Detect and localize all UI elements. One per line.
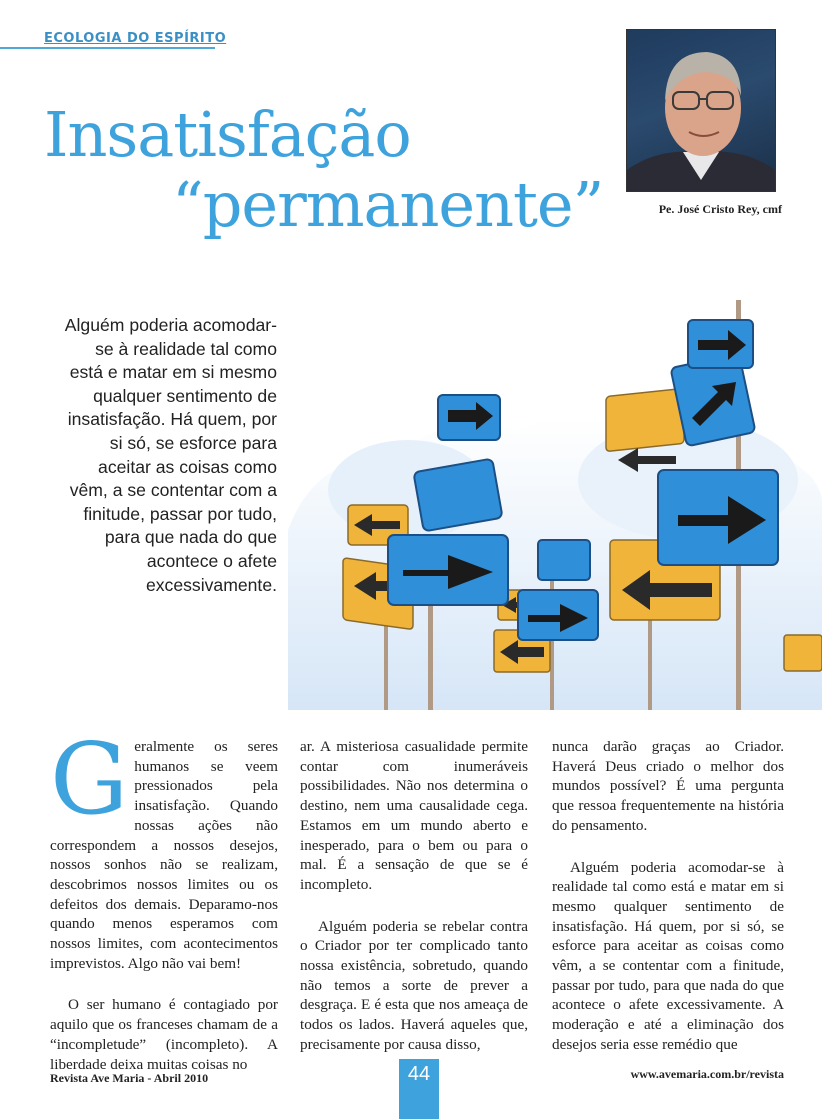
article-title [44, 100, 604, 240]
drop-cap: G [50, 723, 129, 837]
body-paragraph: O ser humano é contagiado por aquilo que os franceses chamam de a “incompletude” (incompleto). A liberdade deixa muitas coisas no [50, 996, 278, 1073]
page-number: 44 [399, 1059, 439, 1119]
footer-website: www.avemaria.com.br/revista [630, 1067, 784, 1081]
author-photo [626, 29, 776, 192]
paragraph-text: eralmente os seres humanos se veem pressionados pela insatisfação. Quando nossas ações não correspondem a nossos desejos, nossos sonhos não se realizam, descobrimos nossos limites ou os defeitos dos demais. Deparamo-nos quando menos esperamos com nossos limites, com acontecimentos imprevistos. Algo não vai bem! [50, 738, 278, 972]
header-rule [0, 47, 215, 49]
body-paragraph: Alguém poderia se rebelar contra o Criador por ter complicado tanto nossa existência, sobretudo, quando não temos a sorte de prever a desgraça. E é esta que nos ameaça de todos os lados. Haverá aqueles que, precisamente por causa disso, [300, 917, 528, 1053]
body-paragraph: Alguém poderia acomodar-se à realidade tal como está e matar em si mesmo qualquer sentimento de insatisfação. Há quem, por si só, se esforce para aceitar as coisas como vêm, a se contentar com a finitude, passar por tudo, para que nada do que acontece o afete excessivamente. A moderação e até a eliminação dos desejos seria esse remédio que [552, 858, 784, 1053]
body-column-3 [552, 737, 784, 1077]
lead-paragraph: Alguém poderia acomodar-se à realidade tal como está e matar em si mesmo qualquer sentimento de insatisfação. Há quem, por si só, se esforce para aceitar as coisas como vêm, a se contentar com a finitude, passar por tudo, para que nada do que acontece o afete excessivamente. [64, 315, 277, 595]
body-column-2 [300, 737, 528, 1077]
road-signs-illustration [288, 300, 822, 710]
body-paragraph: ar. A misteriosa casualidade permite contar com inumeráveis possibilidades. Não nos determina o destino, nem uma causalidade cega. Estamos em um mundo aberto e inesperado, para o bem ou para o mal. É a sensação de que se é incompleto. [300, 738, 528, 893]
title-line-2: “permanente” [172, 168, 604, 241]
footer-magazine-issue: Revista Ave Maria - Abril 2010 [50, 1071, 209, 1085]
title-line-1: Insatisfação [44, 98, 411, 171]
body-paragraph [50, 723, 278, 973]
author-name: Pe. José Cristo Rey, cmf [658, 202, 782, 216]
author-portrait [627, 30, 775, 191]
section-label: ECOLOGIA DO ESPÍRITO [44, 31, 227, 46]
body-paragraph: nunca darão graças ao Criador. Haverá Deus criado o melhor dos mundos possível? É uma pergunta que ressoa frequentemente na história do pensamento. [552, 738, 784, 834]
body-column-1 [50, 723, 278, 1096]
